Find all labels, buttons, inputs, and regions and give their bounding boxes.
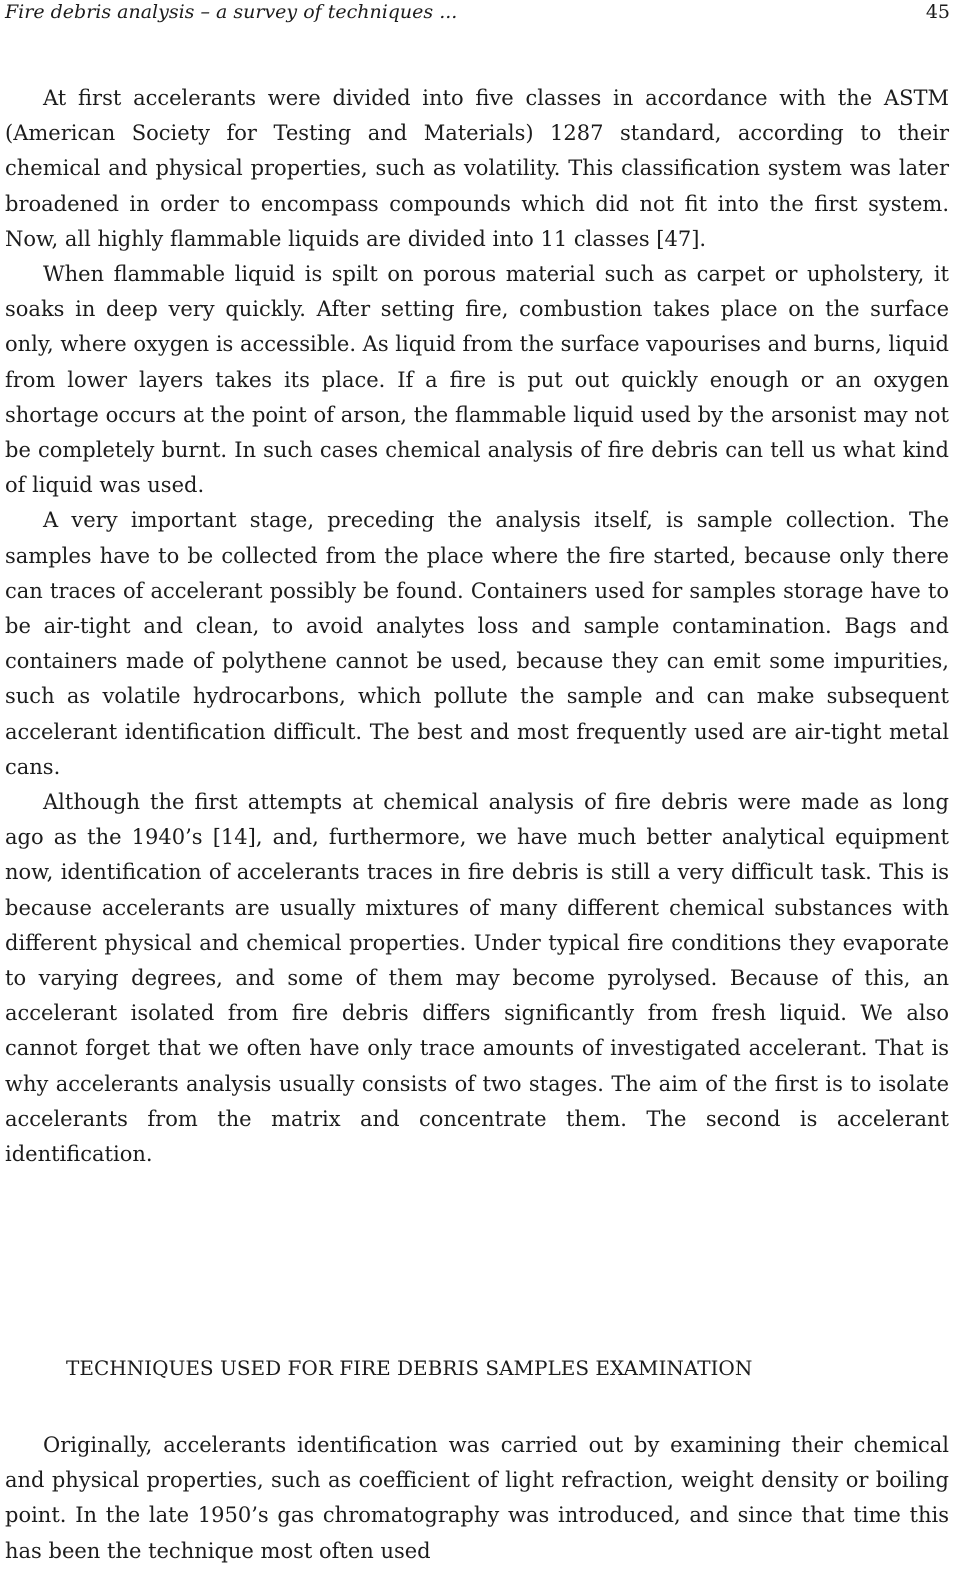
page-number: 45 [925, 1, 950, 23]
paragraph-identification-history: Originally, accelerants identification was carried out by examining their chemical and physical properties, such as coefficient of light refraction, weight density or boiling point. In the late 1950’s gas chromatography was introduced, and since that time this has been the technique most often used [5, 1433, 949, 1563]
body-text-lower [5, 1428, 949, 1569]
paragraph-accelerant-classes: At first accelerants were divided into five classes in accordance with the ASTM (American Society for Testing and Materials) 1287 standard, according to their chemical and physical properties, such as volatility. This classification system was later broadened in order to encompass compounds which did not fit into the first system. Now, all highly flammable liquids are divided into 11 classes [47]. [5, 86, 949, 251]
running-header [5, 0, 950, 26]
body-text-upper [5, 81, 949, 1172]
paragraph-sample-collection: A very important stage, preceding the analysis itself, is sample collection. The samples have to be collected from the place where the fire started, because only there can traces of accelerant possibly be found. Containers used for samples storage have to be air-tight and clean, to avoid analytes loss and sample contamination. Bags and containers made of polythene cannot be used, because they can emit some impurities, such as volatile hydrocarbons, which pollute the sample and can make subsequent accelerant identification difficult. The best and most frequently used are air-tight metal cans. [5, 508, 949, 779]
paragraph-analysis-difficulty: Although the first attempts at chemical analysis of fire debris were made as long ago as the 1940’s [14], and, furthermore, we have much better analytical equipment now, identification of accelerants traces in fire debris is still a very difficult task. This is because accelerants are usually mixtures of many different chemical substances with different physical and chemical properties. Under typical fire conditions they evaporate to varying degrees, and some of them may become pyrolysed. Because of this, an accelerant isolated from fire debris differs significantly from fresh liquid. We also cannot forget that we often have only trace amounts of investigated accelerant. That is why accelerants analysis usually consists of two stages. The aim of the first is to isolate accelerants from the matrix and concentrate them. The second is accelerant identification. [5, 790, 949, 1167]
section-heading: TECHNIQUES USED FOR FIRE DEBRIS SAMPLES EXAMINATION [66, 1356, 753, 1380]
paragraph-flammable-liquid: When flammable liquid is spilt on porous material such as carpet or upholstery, it soaks in deep very quickly. After setting fire, combustion takes place on the surface only, where oxygen is accessible. As liquid from the surface vapourises and burns, liquid from lower layers takes its place. If a fire is put out quickly enough or an oxygen shortage occurs at the point of arson, the flammable liquid used by the arsonist may not be completely burnt. In such cases chemical analysis of fire debris can tell us what kind of liquid was used. [5, 262, 949, 498]
running-title: Fire debris analysis – a survey of techniques ... [5, 1, 458, 23]
